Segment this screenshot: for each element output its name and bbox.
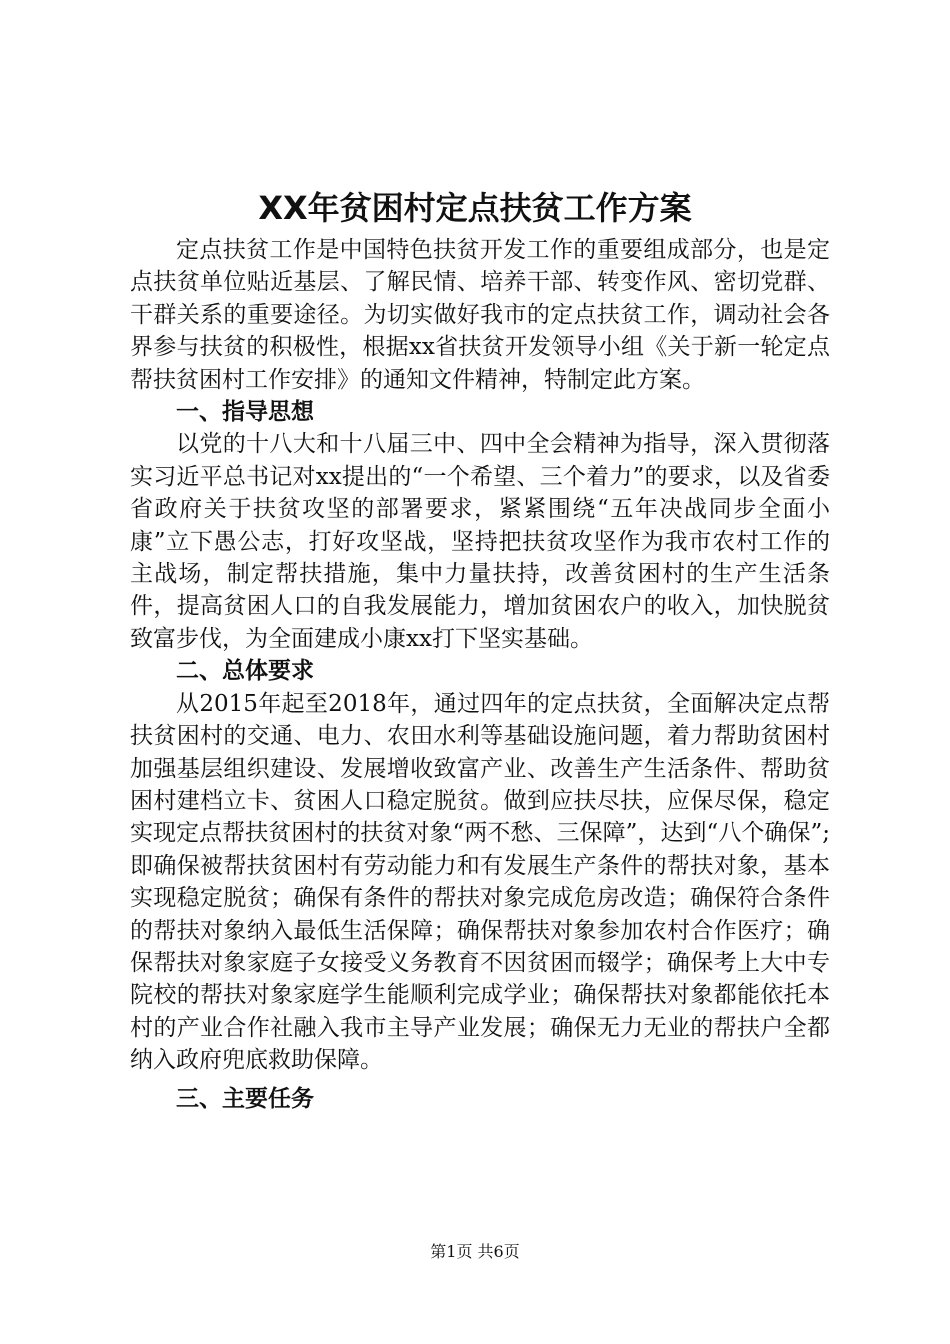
document-body [130,234,830,1115]
page-footer: 第1页 共6页 [430,1242,520,1261]
section-heading-general-requirements: 二、总体要求 [176,658,314,685]
section-heading-main-tasks: 三、主要任务 [176,1085,314,1112]
intro-paragraph: 定点扶贫工作是中国特色扶贫开发工作的重要组成部分，也是定点扶贫单位贴近基层、了解民情、培养干部、转变作风、密切党群、干群关系的重要途径。为切实做好我市的定点扶贫工作，调动社会各界参与扶贫的积极性，根据xx省扶贫开发领导小组《关于新一轮定点帮扶贫困村工作安排》的通知文件精神，特制定此方案。 [130,237,830,393]
section-text-guiding-ideology: 以党的十八大和十八届三中、四中全会精神为指导，深入贯彻落实习近平总书记对xx提出的“一个希望、三个着力”的要求，以及省委省政府关于扶贫攻坚的部署要求，紧紧围绕“五年决战同步全面小康”立下愚公志，打好攻坚战，坚持把扶贫攻坚作为我市农村工作的主战场，制定帮扶措施，集中力量扶持，改善贫困村的生产生活条件，提高贫困人口的自我发展能力，增加贫困农户的收入，加快脱贫致富步伐，为全面建成小康xx打下坚实基础。 [130,431,830,652]
section-heading-guiding-ideology: 一、指导思想 [176,399,314,426]
section-text-general-requirements: 从2015年起至2018年，通过四年的定点扶贫，全面解决定点帮扶贫困村的交通、电力、农田水利等基础设施问题，着力帮助贫困村加强基层组织建设、发展增收致富产业、改善生产生活条件、帮助贫困村建档立卡、贫困人口稳定脱贫。做到应扶尽扶，应保尽保，稳定实现定点帮扶贫困村的扶贫对象“两不愁、三保障”，达到“八个确保”;即确保被帮扶贫困村有劳动能力和有发展生产条件的帮扶对象，基本实现稳定脱贫；确保有条件的帮扶对象完成危房改造；确保符合条件的帮扶对象纳入最低生活保障；确保帮扶对象参加农村合作医疗；确保帮扶对象家庭子女接受义务教育不因贫困而辍学；确保考上大中专院校的帮扶对象家庭学生能顺利完成学业；确保帮扶对象都能依托本村的产业合作社融入我市主导产业发展；确保无力无业的帮扶户全都纳入政府兜底救助保障。 [130,690,830,1074]
document-title: XX年贫困村定点扶贫工作方案 [258,189,692,227]
